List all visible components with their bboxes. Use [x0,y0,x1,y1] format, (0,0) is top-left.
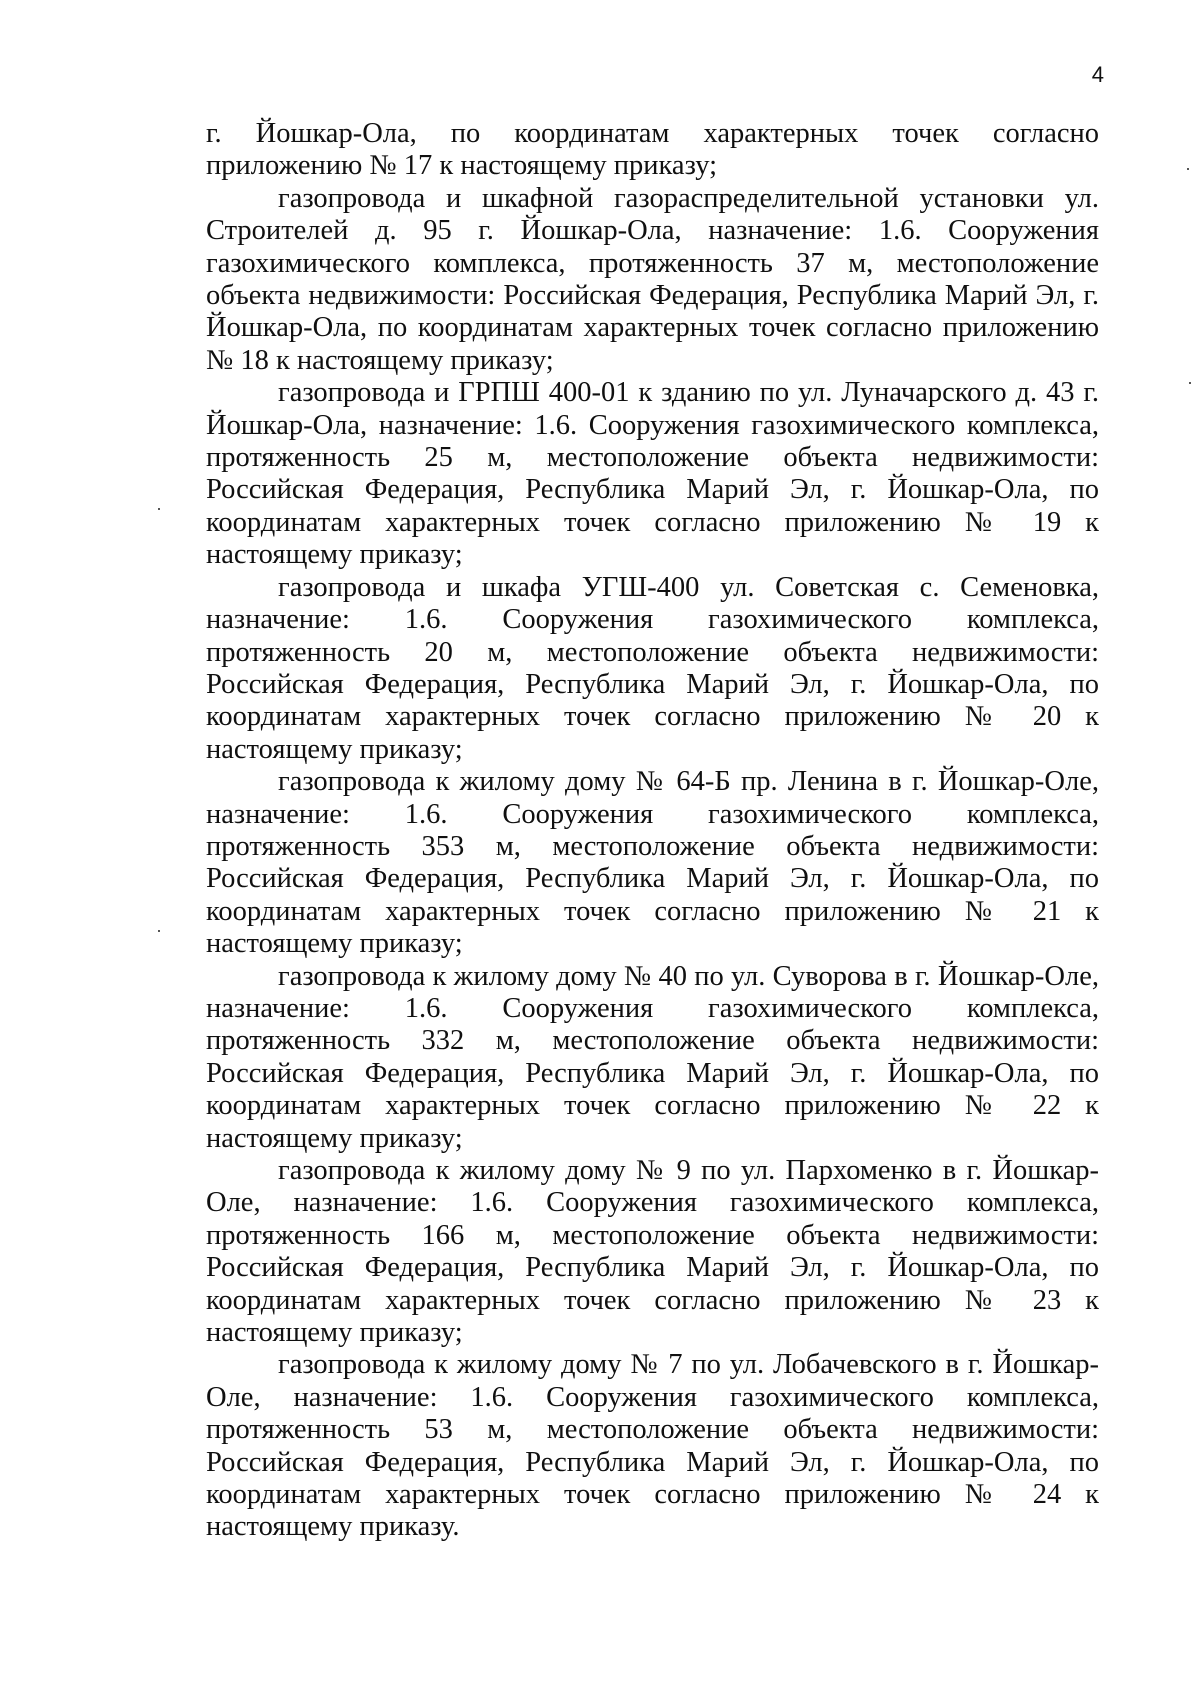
paragraph-3: газопровода и ГРПШ 400-01 к зданию по ул. Луначарского д. 43 г. Йошкар-Ола, назначение: 1.6. Сооружения газохимического комплекса, протяженность 25 м, местоположение объекта недвижимости: Российская Федерация, Республика Марий Эл, г. Йошкар-Ола, по координатам характерных точек согласно приложению № 19 к настоящему приказу; [206,377,1099,571]
paragraph-5: газопровода к жилому дому № 64-Б пр. Ленина в г. Йошкар-Оле, назначение: 1.6. Сооружения газохимического комплекса, протяженность 353 м, местоположение объекта недвижимости: Российская Федерация, Республика Марий Эл, г. Йошкар-Ола, по координатам характерных точек согласно приложению № 21 к настоящему приказу; [206,766,1099,960]
page-number: 4 [1091,62,1104,87]
paragraph-7: газопровода к жилому дому № 9 по ул. Пархоменко в г. Йошкар-Оле, назначение: 1.6. Сооружения газохимического комплекса, протяженность 166 м, местоположение объекта недвижимости: Российская Федерация, Республика Марий Эл, г. Йошкар-Ола, по координатам характерных точек согласно приложению № 23 к настоящему приказу; [206,1155,1099,1349]
paragraph-1: г. Йошкар-Ола, по координатам характерных точек согласно приложению № 17 к настоящему приказу; [206,118,1099,182]
scan-speck [158,930,160,932]
scan-speck [1187,168,1189,170]
scan-speck [1189,382,1191,384]
scan-speck [158,508,160,510]
document-body [206,118,1099,1544]
paragraph-8: газопровода к жилому дому № 7 по ул. Лобачевского в г. Йошкар-Оле, назначение: 1.6. Сооружения газохимического комплекса, протяженность 53 м, местоположение объекта недвижимости: Российская Федерация, Республика Марий Эл, г. Йошкар-Ола, по координатам характерных точек согласно приложению № 24 к настоящему приказу. [206,1349,1099,1543]
paragraph-6: газопровода к жилому дому № 40 по ул. Суворова в г. Йошкар-Оле, назначение: 1.6. Сооружения газохимического комплекса, протяженность 332 м, местоположение объекта недвижимости: Российская Федерация, Республика Марий Эл, г. Йошкар-Ола, по координатам характерных точек согласно приложению № 22 к настоящему приказу; [206,960,1099,1154]
paragraph-4: газопровода и шкафа УГШ-400 ул. Советская с. Семеновка, назначение: 1.6. Сооружения газохимического комплекса, протяженность 20 м, местоположение объекта недвижимости: Российская Федерация, Республика Марий Эл, г. Йошкар-Ола, по координатам характерных точек согласно приложению № 20 к настоящему приказу; [206,571,1099,765]
paragraph-2: газопровода и шкафной газораспределительной установки ул. Строителей д. 95 г. Йошкар-Ола, назначение: 1.6. Сооружения газохимического комплекса, протяженность 37 м, местоположение объекта недвижимости: Российская Федерация, Республика Марий Эл, г. Йошкар-Ола, по координатам характерных точек согласно приложению № 18 к настоящему приказу; [206,182,1099,376]
